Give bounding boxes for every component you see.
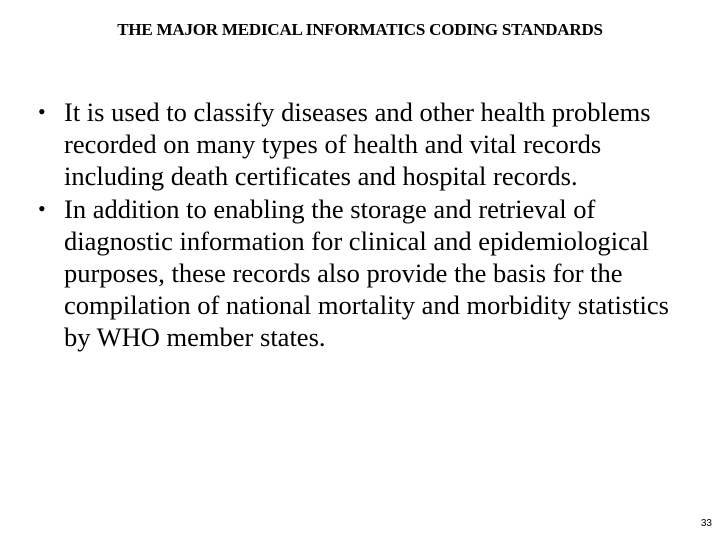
bullet-item [30, 96, 700, 193]
page-number: 33 [700, 518, 712, 529]
bullet-text: In addition to enabling the storage and retrieval of diagnostic information for clinical and epidemiological purposes, these records also provide the basis for the compilation of national mortality and morbidity statistics by WHO member states. [64, 193, 669, 353]
bullet-dot-icon: • [38, 99, 46, 124]
bullet-list [30, 96, 700, 354]
slide-title: THE MAJOR MEDICAL INFORMATICS CODING STANDARDS [117, 20, 603, 39]
bullet-item [30, 193, 700, 354]
bullet-text: It is used to classify diseases and other health problems recorded on many types of health and vital records including death certificates and hospital records. [64, 97, 651, 192]
bullet-dot-icon: • [38, 195, 46, 221]
